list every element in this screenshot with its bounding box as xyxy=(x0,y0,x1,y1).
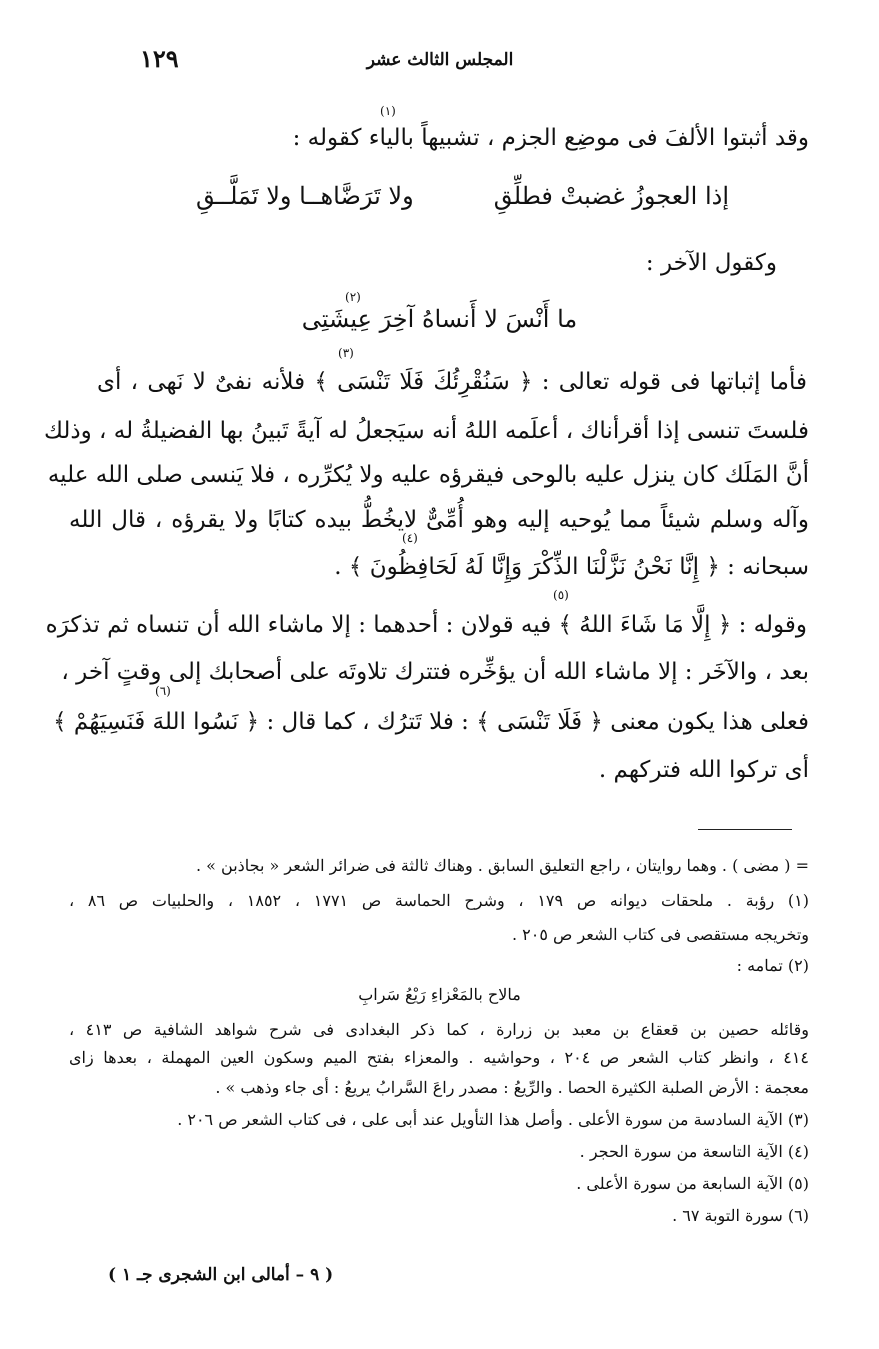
footnote-marker: (٣) xyxy=(338,346,354,360)
body-text: وقد أثبتوا الألفَ فى موضِع الجزم ، تشبيهاً بالياء كقوله : xyxy=(292,125,809,151)
footnote-separator xyxy=(698,829,792,830)
body-text: وقوله : ﴿ إِلَّا مَا شَاءَ اللهُ ﴾ فيه قولان : أحدهما : إلا ماشاء الله أن تنساه ثم تذكرَه xyxy=(45,612,807,638)
footnote-text: (٥) الآية السابعة من سورة الأعلى . xyxy=(576,1174,809,1193)
footnote-line xyxy=(69,888,809,913)
body-text: أى تركوا الله فتركهم . xyxy=(598,757,809,783)
page-number: ١٢٩ xyxy=(140,44,179,73)
footnote-text: (٣) الآية السادسة من سورة الأعلى . وأصل هذا التأويل عند أبى على ، فى كتاب الشعر ص ٢٠٦ . xyxy=(177,1110,809,1129)
verse-centered: ما أَنْسَ لا أَنساهُ آخِرَ عِيشَتِى xyxy=(301,305,578,333)
body-text: فعلى هذا يكون معنى ﴿ فَلَا تَنْسَى ﴾ : فلا تَترُك ، كما قال : ﴿ نَسُوا اللهَ فَنَسِيَهُمْ ﴾ xyxy=(53,709,809,735)
footnote-line xyxy=(69,953,809,978)
footnote-line xyxy=(69,1017,809,1042)
footnote-text: (٢) تمامه : xyxy=(736,956,809,975)
footnote-text: ٤١٤ ، وانظر كتاب الشعر ص ٢٠٤ ، وحواشيه . والمعزاء بفتح الميم وسكون العين المهملة ، بعدها زاى xyxy=(69,1048,810,1067)
body-line xyxy=(37,243,777,283)
footnote-marker: (٥) xyxy=(553,588,569,602)
body-text: فلستَ تنسى إذا أقرأناك ، أعلَمه اللهُ أنه سيَجعلُ له آيةً تَبينُ بها الفضيلةُ له ، وذلك xyxy=(43,418,809,444)
footnote-line xyxy=(69,853,809,878)
running-title: المجلس الثالث عشر xyxy=(366,50,514,70)
body-line xyxy=(45,605,807,645)
printer-signature: ( ٩ – أمالى ابن الشجرى جـ ١ ) xyxy=(108,1265,334,1285)
body-text: وكقول الآخر : xyxy=(645,250,777,276)
footnote-verse: مالاح بالمَعْزاءِ رَيْعُ سَرابِ xyxy=(358,985,521,1004)
body-line xyxy=(69,118,809,158)
body-line xyxy=(69,500,809,540)
footnote-line xyxy=(69,1171,809,1196)
footnote-text: (٦) سورة التوبة ٦٧ . xyxy=(672,1206,809,1225)
footnote-text: وقائله حصين بن قعقاع بن معبد بن زرارة ، كما ذكر البغدادى فى شرح شواهد الشافية ص ٤١٣ ، xyxy=(69,1020,809,1039)
footnote-line xyxy=(69,1203,809,1228)
footnote-marker: (٢) xyxy=(345,290,361,304)
footnote-text: (٤) الآية التاسعة من سورة الحجر . xyxy=(579,1142,809,1161)
footnote-marker: (١) xyxy=(380,104,396,118)
body-text: فأما إثباتها فى قوله تعالى : ﴿ سَنُقْرِئُكَ فَلَا تَنْسَى ﴾ فلأنه نفىٌ لا نَهى ، أى xyxy=(97,369,807,395)
body-text: أنَّ المَلَك كان ينزل عليه بالوحى فيقرؤه عليه ولا يُكرِّره ، فلا يَنسى صلى الله عليه xyxy=(47,462,809,488)
footnote-line xyxy=(69,1075,809,1100)
footnote-text: = ( مضى ) . وهما روايتان ، راجع التعليق السابق . وهناك ثالثة فى ضرائر الشعر « بجاذبن » . xyxy=(195,856,809,875)
footnote-marker: (٤) xyxy=(402,531,418,545)
body-line xyxy=(43,411,809,451)
body-text: بعد ، والآخَر : إلا ماشاء الله أن يؤخِّره فتترك تلاوتَه على أصحابك إلى وقتٍ آخر ، xyxy=(61,659,809,685)
body-text: سبحانه : ﴿ إِنَّا نَحْنُ نَزَّلْنَا الذِّكْرَ وَإِنَّا لَهُ لَحَافِظُونَ ﴾ . xyxy=(334,554,809,580)
footnote-line xyxy=(69,922,809,947)
verse-first-hemistich: إذا العجوزُ غضبتْ فطلِّقِ xyxy=(493,182,729,210)
footnote-text: (١) رؤبة . ملحقات ديوانه ص ١٧٩ ، وشرح الحماسة ص ١٧٧١ ، ١٨٥٢ ، والحلبيات ص ٨٦ ، xyxy=(69,891,810,910)
body-line xyxy=(61,652,809,692)
verse-second-hemistich: ولا تَرَضَّاهــا ولا تَمَلَّــقِ xyxy=(196,182,414,210)
footnote-line xyxy=(69,1139,809,1164)
body-line xyxy=(47,455,809,495)
footnote-text: وتخريجه مستقصى فى كتاب الشعر ص ٢٠٥ . xyxy=(512,925,809,944)
footnote-marker: (٦) xyxy=(155,684,171,698)
body-text: وآله وسلم شيئاً مما يُوحيه إليه وهو أُمِّىٌّ لايخُطُّ بيده كتابًا ولا يقرؤه ، قال الله xyxy=(69,507,809,533)
footnote-text: معجمة : الأرض الصلبة الكثيرة الحصا . والرِّيعُ : مصدر راعَ السَّرابُ يريعُ : أى جاء وذهب » . xyxy=(215,1078,809,1097)
footnote-line xyxy=(69,1107,809,1132)
body-line xyxy=(69,547,809,587)
body-line xyxy=(53,702,809,742)
body-line xyxy=(97,362,807,402)
footnote-line xyxy=(69,1045,809,1070)
body-line xyxy=(69,750,809,790)
